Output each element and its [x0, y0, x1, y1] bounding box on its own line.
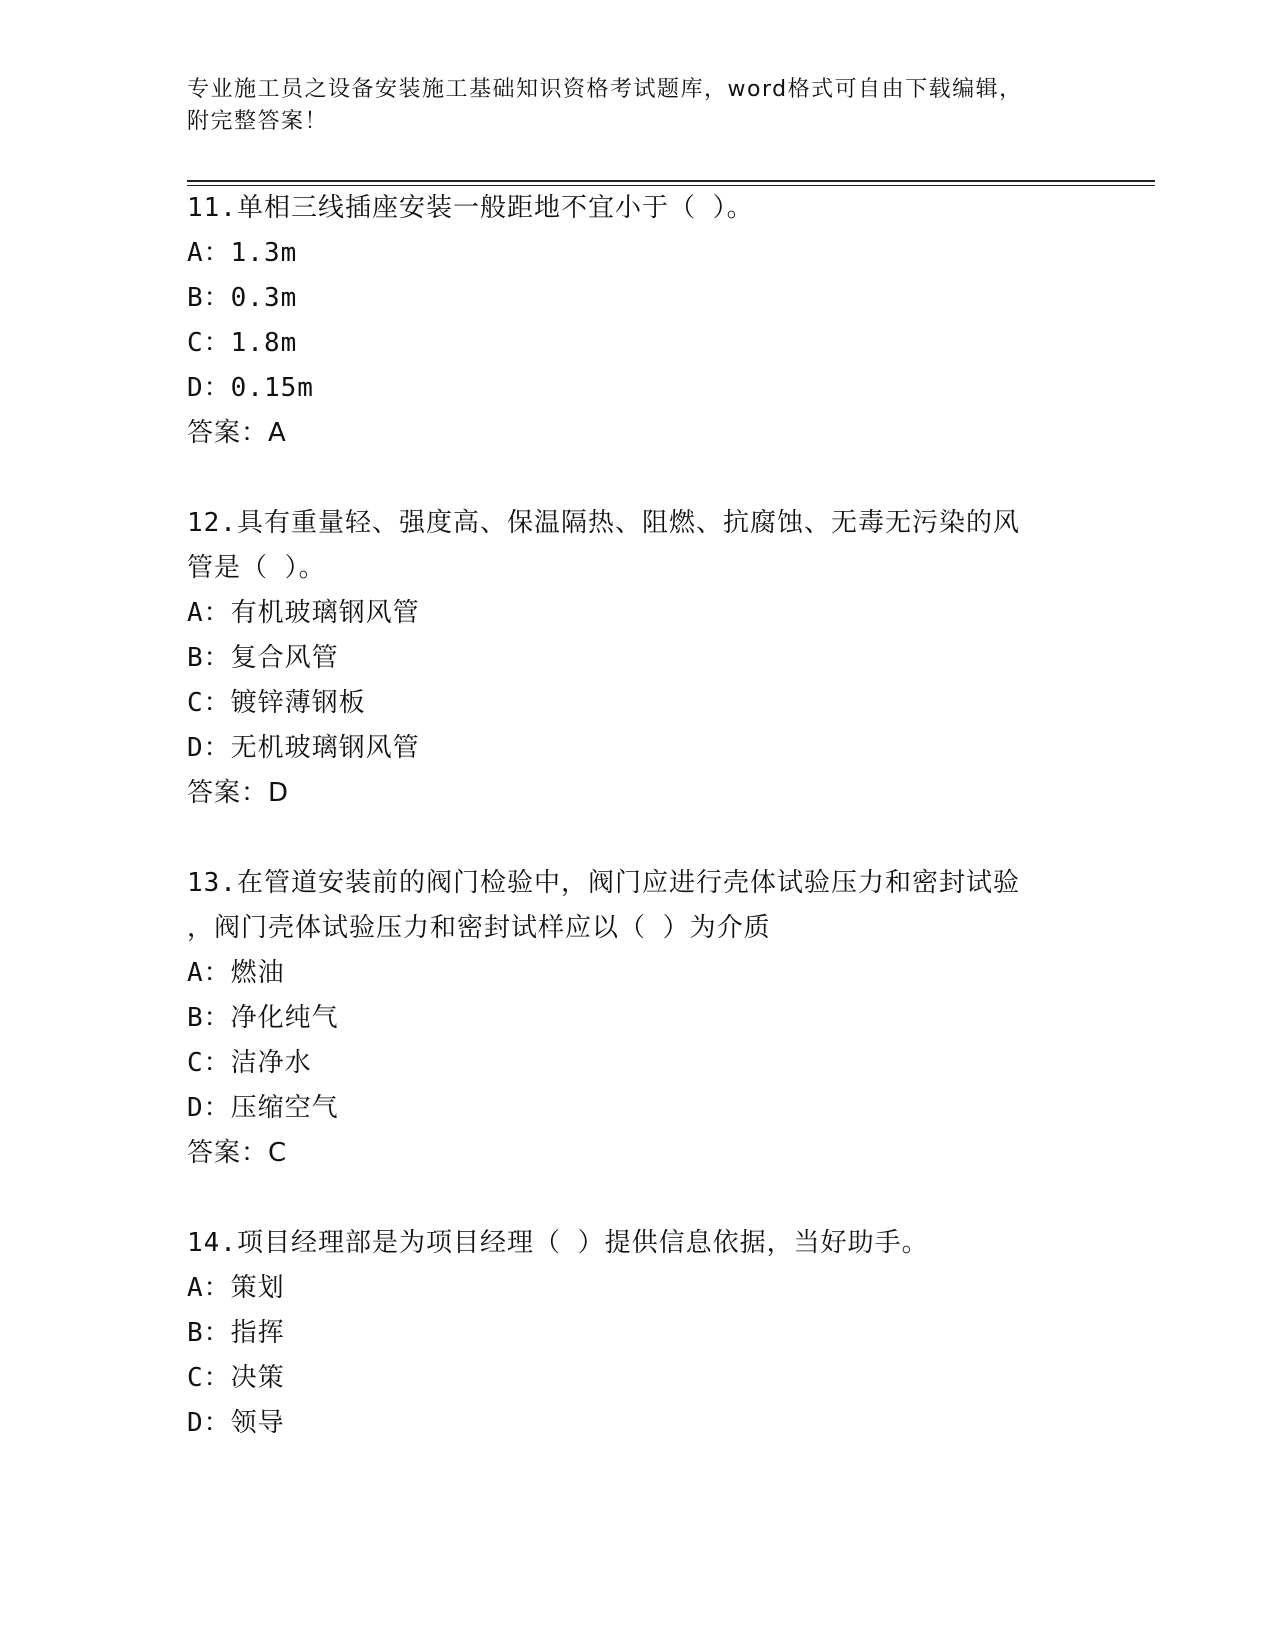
option-c: C：镀锌薄钢板 — [187, 688, 366, 718]
option-d: D：0.15m — [187, 373, 314, 403]
question-14 — [187, 1221, 1107, 1446]
answer: 答案：D — [187, 778, 290, 808]
option-b: B：复合风管 — [187, 643, 339, 673]
answer: 答案：A — [187, 418, 287, 448]
header-line-1: 专业施工员之设备安装施工基础知识资格考试题库，word格式可自由下载编辑， — [187, 77, 1023, 102]
option-d: D：无机玻璃钢风管 — [187, 733, 420, 763]
option-b: B：0.3m — [187, 283, 298, 313]
question-11 — [187, 186, 1107, 456]
answer: 答案：C — [187, 1138, 288, 1168]
question-stem-continued: ，阀门壳体试验压力和密封试样应以（ ）为介质 — [187, 913, 771, 943]
option-a: A：1.3m — [187, 238, 298, 268]
option-c: C：1.8m — [187, 328, 298, 358]
option-b: B：指挥 — [187, 1318, 285, 1348]
option-b: B：净化纯气 — [187, 1003, 339, 1033]
question-stem: 12.具有重量轻、强度高、保温隔热、阻燃、抗腐蚀、无毒无污染的风 — [187, 508, 1020, 538]
document-header — [187, 74, 1087, 138]
header-line-2: 附完整答案！ — [187, 109, 329, 134]
question-13 — [187, 861, 1107, 1176]
header-divider-thick — [187, 180, 1155, 182]
option-d: D：压缩空气 — [187, 1093, 339, 1123]
question-12 — [187, 501, 1107, 816]
option-a: A：有机玻璃钢风管 — [187, 598, 420, 628]
question-stem: 13.在管道安装前的阀门检验中，阀门应进行壳体试验压力和密封试验 — [187, 868, 1020, 898]
option-c: C：决策 — [187, 1363, 285, 1393]
option-d: D：领导 — [187, 1408, 285, 1438]
question-stem: 11.单相三线插座安装一般距地不宜小于（ ）。 — [187, 193, 754, 223]
question-stem-continued: 管是（ ）。 — [187, 553, 326, 583]
option-a: A：策划 — [187, 1273, 285, 1303]
question-stem: 14.项目经理部是为项目经理（ ）提供信息依据，当好助手。 — [187, 1228, 929, 1258]
option-c: C：洁净水 — [187, 1048, 312, 1078]
option-a: A：燃油 — [187, 958, 285, 988]
